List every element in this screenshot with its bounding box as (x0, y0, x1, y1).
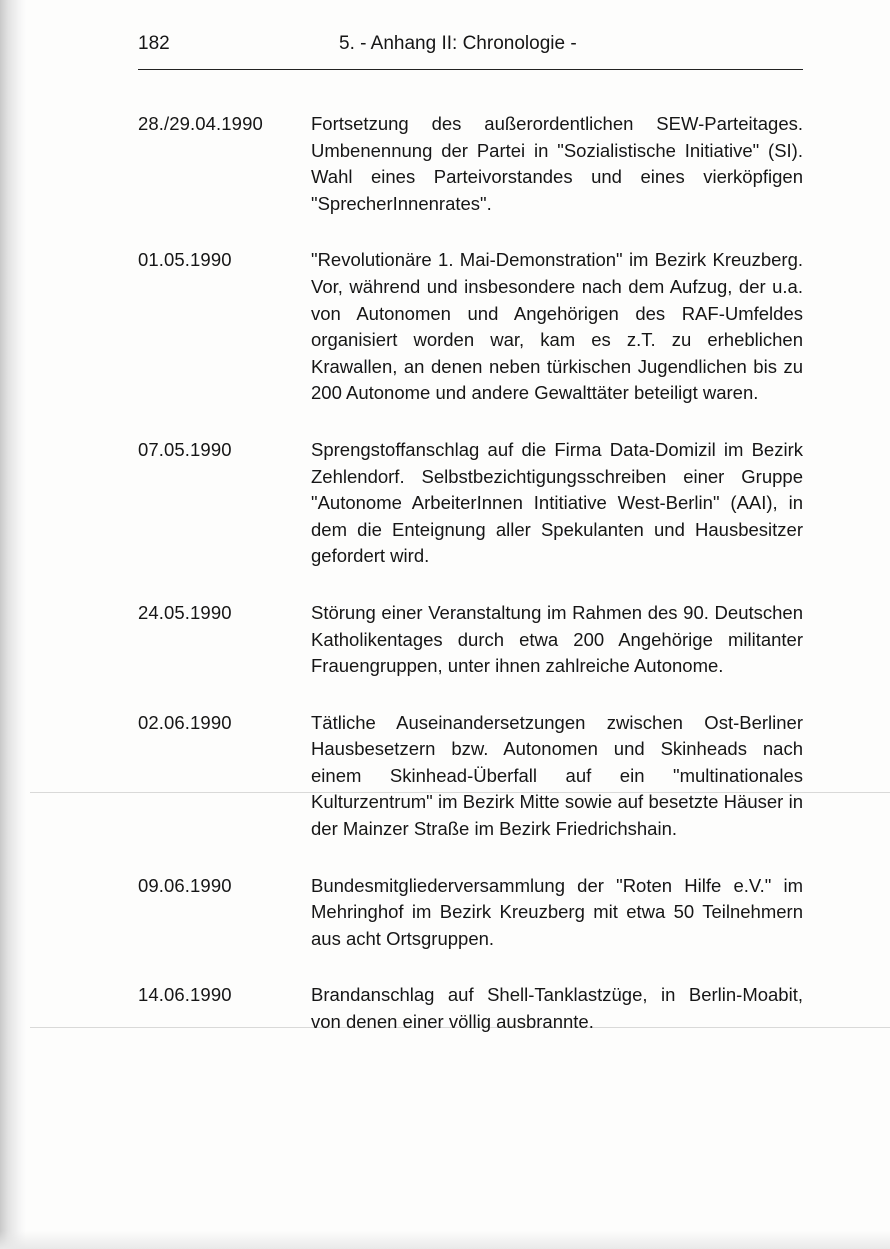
header-rule (138, 69, 803, 70)
page-header (138, 32, 803, 60)
entry-text: Bundesmitgliederversammlung der "Roten Hilfe e.V." im Mehringhof im Bezirk Kreuzberg mit etwa 50 Teilnehmern aus acht Ortsgruppen. (311, 874, 803, 949)
entry-text: "Revolutionäre 1. Mai-Demonstration" im Bezirk Kreuzberg. Vor, während und insbesondere nach dem Aufzug, der u.a. von Autonomen und Angehörigen des RAF-Umfeldes organisiert worden war, kam es z.T. zu erheblichen Krawallen, an denen neben türkischen Jugendlichen bis zu 200 Autonome und andere Gewalttäter beteiligt waren. (311, 249, 803, 404)
page-number: 182 (138, 33, 170, 54)
entry-text: Sprengstoffanschlag auf die Firma Data-Domizil im Bezirk Zehlendorf. Selbstbezichtigungsschreiben einer Gruppe "Autonome ArbeiterInnen Intitiative West-Berlin" (AAI), in dem die Enteignung aller Spekulanten und Hausbesitzer gefordert wird. (311, 438, 803, 567)
running-title: 5. - Anhang II: Chronologie - (339, 33, 577, 54)
chronology-list (138, 111, 803, 1036)
chronology-entry (138, 982, 803, 1035)
scan-bottom-edge-shadow (0, 1231, 890, 1249)
entry-text: Tätliche Auseinandersetzungen zwischen Ost-Berliner Hausbesetzern bzw. Autonomen und Skinheads nach einem Skinhead-Überfall auf ein "multinationales Kulturzentrum" im Bezirk Mitte sowie auf besetzte Häuser in der Mainzer Straße im Bezirk Friedrichshain. (311, 711, 803, 840)
entry-date: 28./29.04.1990 (138, 113, 263, 134)
entry-date: 02.06.1990 (138, 711, 232, 733)
chronology-entry (138, 247, 803, 407)
entry-date: 24.05.1990 (138, 601, 232, 623)
entry-date: 14.06.1990 (138, 984, 232, 1006)
entry-text: Fortsetzung des außerordentlichen SEW-Parteitages. Umbenennung der Partei in "Sozialistische Initiative" (SI). Wahl eines Parteivorstandes und eines vierköpfigen "SprecherInnenrates". (311, 113, 803, 214)
entry-text: Störung einer Veranstaltung im Rahmen des 90. Deutschen Katholikentages durch etwa 200 Angehörige militanter Frauengruppen, unter ihnen zahlreiche Autonome. (311, 601, 803, 677)
entry-text: Brandanschlag auf Shell-Tanklastzüge, in Berlin-Moabit, von denen einer völlig ausbrannte. (311, 984, 803, 1033)
chronology-entry (138, 873, 803, 953)
chronology-entry (138, 710, 803, 843)
scan-left-edge-shadow (0, 0, 26, 1249)
entry-date: 07.05.1990 (138, 438, 232, 460)
entry-date: 09.06.1990 (138, 874, 232, 896)
chronology-entry (138, 600, 803, 680)
chronology-entry (138, 111, 803, 217)
entry-date: 01.05.1990 (138, 249, 232, 271)
chronology-entry (138, 437, 803, 570)
